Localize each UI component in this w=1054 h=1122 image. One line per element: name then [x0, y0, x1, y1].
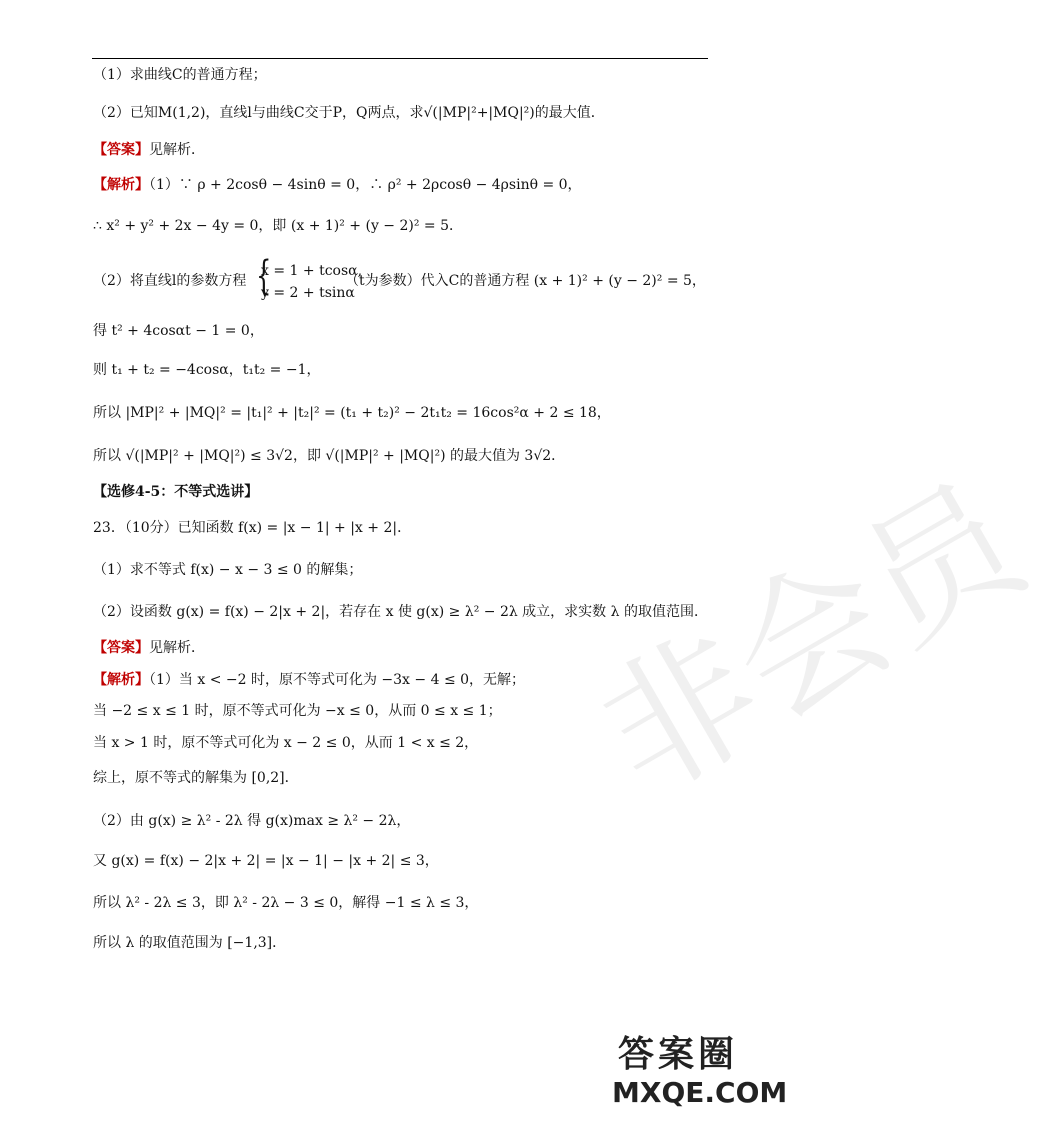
question-part-1: （1）求曲线C的普通方程； — [93, 67, 267, 83]
solution-line-7: 所以 √(|MP|² + |MQ|²) ≤ 3√2，即 √(|MP|² + |MQ|²) 的最大值为 3√2． — [93, 448, 566, 464]
analysis-text-2: （1）当 x < −2 时，原不等式可化为 −3x − 4 ≤ 0，无解； — [149, 672, 526, 688]
case-line-3: 当 x > 1 时，原不等式可化为 x − 2 ≤ 0，从而 1 < x ≤ 2， — [93, 735, 479, 751]
part-2-line-1: （2）由 g(x) ≥ λ² - 2λ 得 g(x)max ≥ λ² − 2λ， — [93, 813, 411, 829]
answer-text: 见解析． — [149, 142, 205, 158]
solution-line-2: ∴ x² + y² + 2x − 4y = 0，即 (x + 1)² + (y − 2)² = 5． — [93, 218, 464, 234]
question-23-part-2: （2）设函数 g(x) = f(x) − 2|x + 2|，若存在 x 使 g(x) ≥ λ² − 2λ 成立，求实数 λ 的取值范围． — [93, 604, 708, 620]
answer-tag: 【答案】 — [93, 142, 149, 158]
answer-text-2: 见解析． — [149, 640, 205, 656]
header-rule — [92, 58, 708, 59]
system-eq-2: y = 2 + tsinα — [261, 285, 355, 301]
system-prefix: （2）将直线l的参数方程 — [93, 273, 247, 289]
analysis-tag: 【解析】 — [93, 177, 149, 193]
answer-line-2 — [93, 639, 205, 659]
analysis-text: （1）∵ ρ + 2cosθ − 4sinθ = 0，∴ ρ² + 2ρcosθ − 4ρsinθ = 0， — [149, 177, 582, 193]
part-2-line-4: 所以 λ 的取值范围为 [−1,3]． — [93, 935, 287, 951]
analysis-line-2 — [93, 671, 525, 691]
answer-tag-2: 【答案】 — [93, 640, 149, 656]
left-brace: { — [256, 253, 272, 299]
part-2-line-3: 所以 λ² - 2λ ≤ 3，即 λ² - 2λ − 3 ≤ 0，解得 −1 ≤ λ ≤ 3， — [93, 895, 479, 911]
case-line-2: 当 −2 ≤ x ≤ 1 时，原不等式可化为 −x ≤ 0，从而 0 ≤ x ≤ 1； — [93, 703, 502, 719]
part-2-line-2: 又 g(x) = f(x) − 2|x + 2| = |x − 1| − |x + 2| ≤ 3， — [93, 853, 439, 869]
question-23: 23．（10分）已知函数 f(x) = |x − 1| + |x + 2|． — [93, 520, 412, 536]
watermark-text: 非会员 — [573, 452, 1051, 828]
logo-bottom-text: MXQE.COM — [612, 1076, 788, 1109]
site-logo — [610, 1026, 790, 1118]
conclusion-line-1: 综上，原不等式的解集为 [0,2]． — [93, 770, 299, 786]
answer-line-1 — [93, 141, 205, 161]
analysis-line-1 — [93, 176, 582, 196]
solution-line-5: 则 t₁ + t₂ = −4cosα，t₁t₂ = −1， — [93, 362, 321, 378]
analysis-tag-2: 【解析】 — [93, 672, 149, 688]
question-part-2: （2）已知M(1,2)，直线l与曲线C交于P，Q两点，求√(|MP|²+|MQ|²)的最大值． — [93, 105, 605, 121]
solution-line-6: 所以 |MP|² + |MQ|² = |t₁|² + |t₂|² = (t₁ + t₂)² − 2t₁t₂ = 16cos²α + 2 ≤ 18， — [93, 405, 611, 421]
system-eq-1: x = 1 + tcosα, — [261, 263, 363, 279]
question-23-part-1: （1）求不等式 f(x) − x − 3 ≤ 0 的解集； — [93, 562, 363, 578]
solution-line-4: 得 t² + 4cosαt − 1 = 0， — [93, 323, 264, 339]
system-suffix: （t为参数）代入C的普通方程 (x + 1)² + (y − 2)² = 5， — [345, 273, 706, 289]
logo-top-text: 答案圈 — [618, 1034, 739, 1075]
section-heading: 【选修4-5：不等式选讲】 — [93, 484, 259, 500]
